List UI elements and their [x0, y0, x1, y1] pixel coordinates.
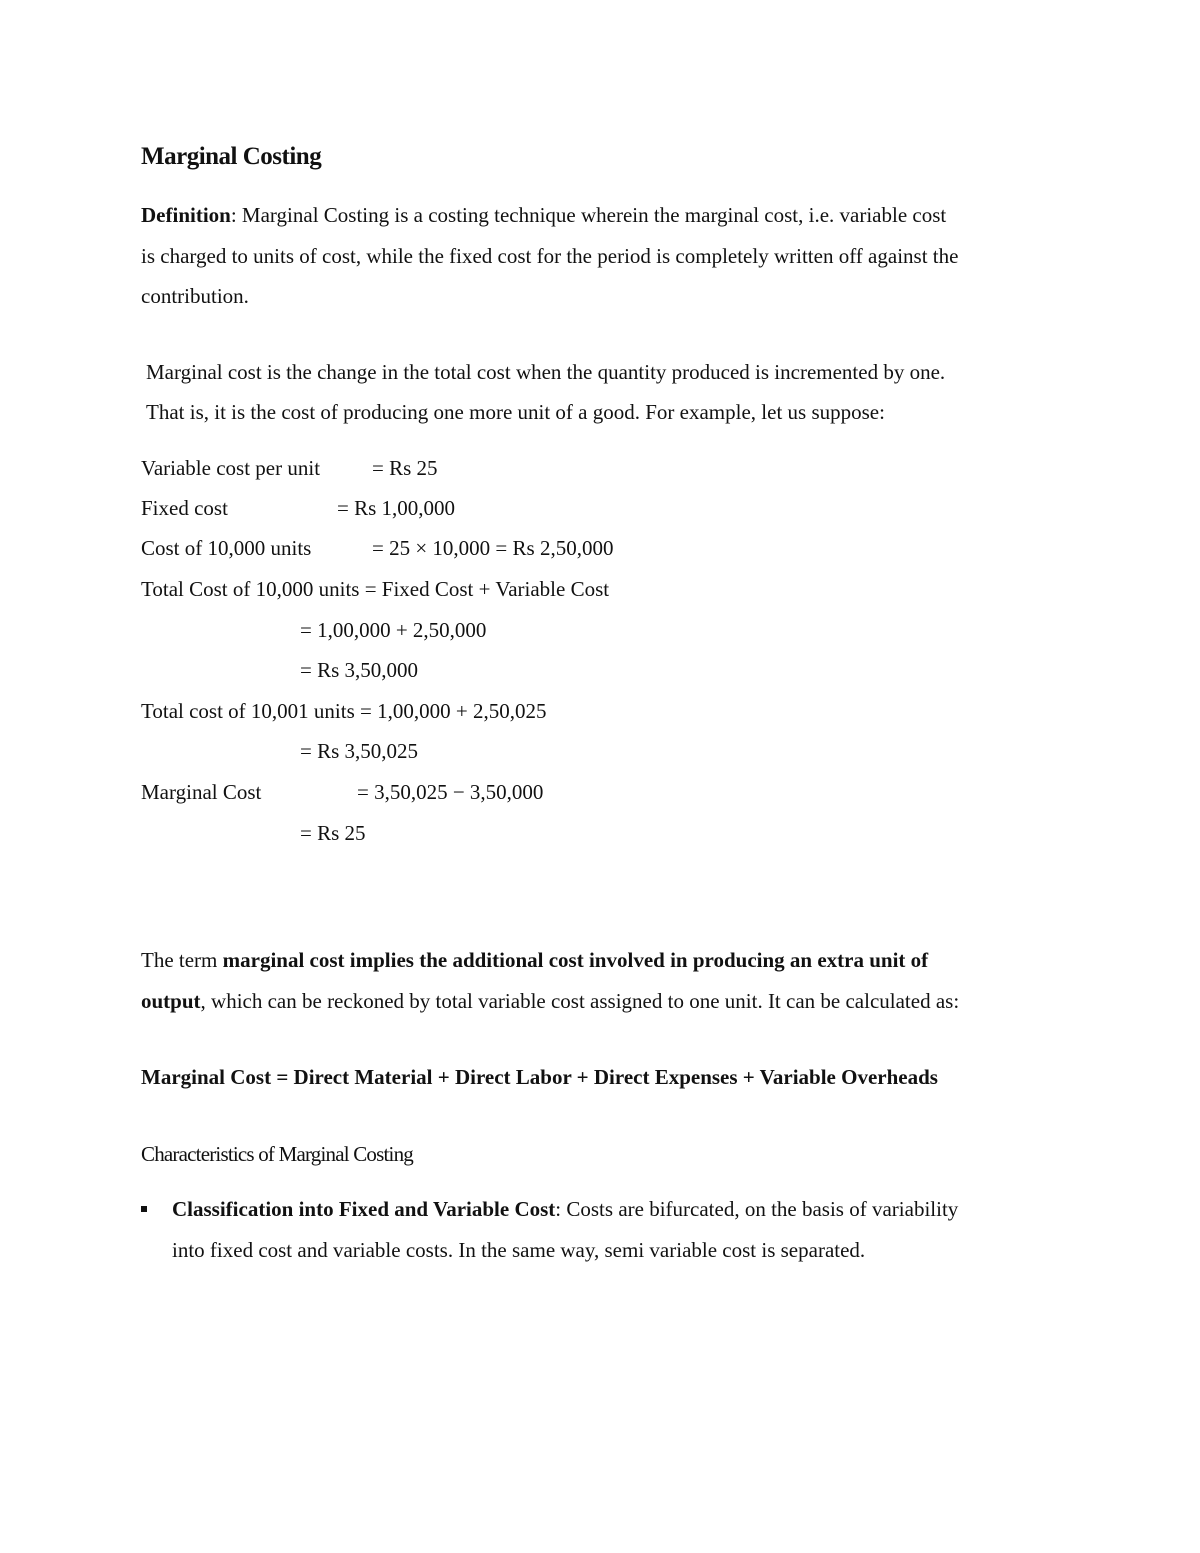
bullet-icon [141, 1206, 147, 1212]
intro-line-1: Marginal cost is the change in the total cost when the quantity produced is incremented by one. [146, 360, 946, 384]
term-line-2 [141, 988, 959, 1014]
fixed-cost-value: = Rs 1,00,000 [337, 496, 456, 520]
definition-line-3: contribution. [141, 284, 249, 308]
characteristic-item-line-2: into fixed cost and variable costs. In the same way, semi variable cost is separated. [172, 1238, 866, 1262]
characteristic-item-bold: Classification into Fixed and Variable Cost [172, 1197, 556, 1221]
characteristics-heading: Characteristics of Marginal Costing [141, 1142, 413, 1166]
document-title: Marginal Costing [141, 143, 322, 170]
characteristic-item-text-1: : Costs are bifurcated, on the basis of variability [555, 1197, 959, 1221]
term-bold-2: output [141, 989, 201, 1013]
marginal-cost-formula: Marginal Cost = Direct Material + Direct Labor + Direct Expenses + Variable Overheads [141, 1065, 938, 1089]
variable-cost-label: Variable cost per unit [141, 456, 321, 480]
fixed-cost-label: Fixed cost [141, 496, 228, 520]
marginal-cost-label: Marginal Cost [141, 780, 262, 804]
definition-line-2: is charged to units of cost, while the fixed cost for the period is completely written off against the [141, 244, 959, 268]
definition-label: Definition [141, 203, 231, 227]
total-cost-step-1: = 1,00,000 + 2,50,000 [300, 618, 487, 642]
definition-line-1 [141, 202, 946, 228]
term-prefix: The term [141, 948, 223, 972]
term-rest: , which can be reckoned by total variable cost assigned to one unit. It can be calculated as: [200, 989, 960, 1013]
marginal-cost-result: = Rs 25 [300, 821, 366, 845]
cost-units-label: Cost of 10,000 units [141, 536, 312, 560]
term-line-1 [141, 947, 928, 973]
cost-units-value: = 25 × 10,000 = Rs 2,50,000 [372, 536, 614, 560]
total-cost-10001-step: = Rs 3,50,025 [300, 739, 419, 763]
total-cost-step-2: = Rs 3,50,000 [300, 658, 419, 682]
term-bold-1: marginal cost implies the additional cost involved in producing an extra unit of [222, 948, 929, 972]
marginal-cost-value: = 3,50,025 − 3,50,000 [357, 780, 544, 804]
total-cost-label: Total Cost of 10,000 units = Fixed Cost + Variable Cost [141, 577, 610, 601]
intro-line-2: That is, it is the cost of producing one more unit of a good. For example, let us suppose: [146, 400, 885, 424]
characteristic-item-line-1 [172, 1196, 958, 1222]
total-cost-10001-label: Total cost of 10,001 units = 1,00,000 + 2,50,025 [141, 699, 547, 723]
definition-text-1: : Marginal Costing is a costing technique wherein the marginal cost, i.e. variable cost [230, 203, 947, 227]
variable-cost-value: = Rs 25 [372, 456, 438, 480]
